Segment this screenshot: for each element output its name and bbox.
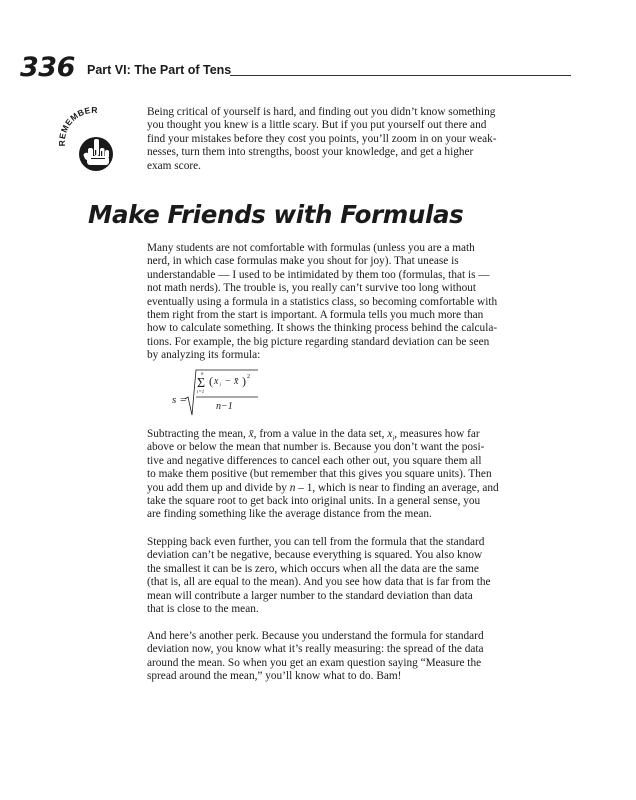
text-line: you thought you knew is a little scary. But if you put yourself out there and — [147, 119, 487, 132]
text-line: the smallest it can be is zero, which occurs when all the data are the same — [147, 562, 479, 575]
text-line: above or below the mean that number is. Because you don’t want the posi- — [147, 441, 485, 454]
text-line: mean will contribute a larger number to the standard deviation than data — [147, 589, 473, 602]
text-span: you add them up and divide by — [147, 481, 290, 494]
part-title: Part VI: The Part of Tens — [87, 63, 232, 77]
text-line: them right from the start is important. A formula tells you much more than — [147, 308, 484, 321]
remember-icon-label: REMEMBER — [56, 104, 99, 147]
text-line: take the square root to get back into original units. In a general sense, you — [147, 494, 481, 507]
text-line: understandable — I used to be intimidated by them too (formulas, that is — — [147, 268, 490, 281]
page-number: 336 — [20, 52, 75, 83]
formula-x-bar: x̄ — [234, 376, 239, 387]
text-line: not math nerds). The trouble is, you really can’t survive too long without — [147, 282, 477, 295]
formula-sub-i: i — [219, 383, 221, 388]
text-line: find your mistakes before they cost you points, you’ll zoom in on your weak- — [147, 132, 497, 145]
paragraph-3 — [147, 536, 552, 616]
text-span: , measures how far — [394, 428, 480, 440]
subscript-i: i — [392, 434, 395, 443]
formula-rparen: ) — [242, 374, 246, 388]
text-line: deviation now, you know what it’s really measuring: the spread of the data — [147, 643, 484, 656]
section-heading: Make Friends with Formulas — [88, 200, 464, 229]
text-line: to make them positive (but remember that this gives you square units). Then — [147, 468, 492, 481]
text-line: by analyzing its formula: — [147, 349, 261, 362]
n-symbol: n — [289, 481, 296, 494]
text-line: And here’s another perk. Because you understand the formula for standard — [147, 630, 484, 642]
formula-sum-upper: n — [201, 372, 204, 377]
text-line: eventually using a formula in a statistics class, so becoming comfortable with — [147, 295, 498, 308]
text-line: nerd, in which case formulas make you shout for joy). That unease is — [147, 255, 459, 268]
text-line — [147, 428, 552, 441]
text-line: Being critical of yourself is hard, and finding out you didn’t know something — [147, 106, 496, 118]
formula-equals: = — [180, 394, 187, 406]
paragraph-4 — [147, 630, 552, 684]
formula-power: 2 — [247, 374, 250, 380]
remember-note — [147, 106, 545, 173]
formula-x-i: x — [214, 376, 219, 387]
formula-lparen: ( — [209, 374, 213, 388]
formula-lhs: s — [172, 394, 177, 406]
text-line: spread around the mean,” you’ll know what to do. Bam! — [147, 670, 402, 683]
x-bar-symbol: x̄ — [248, 428, 254, 440]
text-line: tions. For example, the big picture regarding standard deviation can be seen — [147, 335, 490, 348]
text-line: deviation can’t be negative, because everything is squared. You also know — [147, 549, 483, 562]
text-span: Subtracting the mean, — [147, 428, 249, 440]
page-header — [20, 52, 560, 88]
text-line: that is close to the mean. — [147, 602, 259, 615]
text-span: , from a value in the data set, — [253, 428, 388, 440]
text-line: how to calculate something. It shows the thinking process behind the calcula- — [147, 322, 498, 335]
text-line: exam score. — [147, 159, 201, 172]
text-line: Many students are not comfortable with formulas (unless you are a math — [147, 242, 475, 254]
standard-deviation-formula — [150, 368, 280, 418]
x-i-symbol: x — [387, 428, 393, 440]
formula-sigma: Σ — [197, 376, 206, 391]
text-line: (that is, all are equal to the mean). And you see how data that is far from the — [147, 576, 491, 589]
header-rule — [230, 75, 571, 76]
text-line: are finding something like the average distance from the mean. — [147, 508, 432, 521]
formula-minus: − — [225, 376, 231, 387]
text-span: – 1, which is near to finding an average, and — [295, 481, 499, 494]
paragraph-2 — [147, 428, 552, 522]
text-line — [147, 482, 552, 495]
text-line: around the mean. So when you get an exam question saying “Measure the — [147, 656, 482, 669]
formula-denominator: n−1 — [216, 401, 233, 412]
formula-sum-lower: i=1 — [197, 390, 205, 395]
text-line: tive and negative differences to cancel each other out, you square them all — [147, 454, 482, 467]
remember-icon — [56, 104, 132, 180]
text-line: Stepping back even further, you can tell from the formula that the standard — [147, 536, 485, 548]
paragraph-1 — [147, 242, 552, 363]
text-line: nesses, turn them into strengths, boost your knowledge, and get a higher — [147, 146, 474, 159]
